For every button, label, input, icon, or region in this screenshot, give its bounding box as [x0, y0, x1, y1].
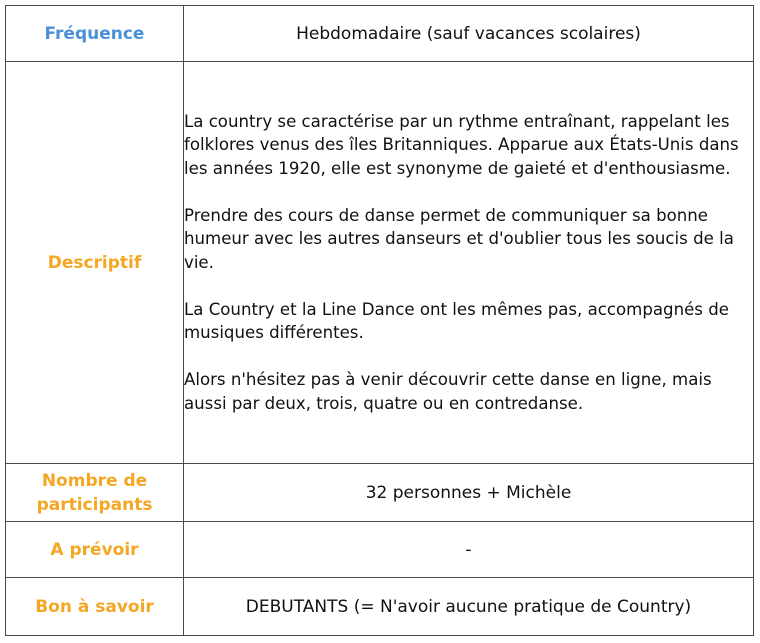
- descriptif-paragraph: La Country et la Line Dance ont les mêmes pas, accompagnés de musiques différentes.: [184, 299, 729, 343]
- bon-a-savoir-value: DEBUTANTS (= N'avoir aucune pratique de Country): [184, 578, 754, 636]
- descriptif-label: Descriptif: [6, 62, 184, 464]
- descriptif-paragraph: Prendre des cours de danse permet de communiquer sa bonne humeur avec les autres danseurs et d'oublier tous les soucis de la vie.: [184, 205, 734, 272]
- bon-a-savoir-label: Bon à savoir: [6, 578, 184, 636]
- descriptif-value: [184, 62, 754, 464]
- descriptif-paragraph: La country se caractérise par un rythme entraînant, rappelant les folklores venus des îles Britanniques. Apparue aux États-Unis dans les années 1920, elle est synonyme de gaieté et d'enthousiasme.: [184, 111, 739, 178]
- nombre-participants-label: Nombre de participants: [6, 464, 184, 522]
- frequence-value: Hebdomadaire (sauf vacances scolaires): [184, 6, 754, 62]
- row-bon-a-savoir: [6, 578, 754, 636]
- row-frequence: [6, 6, 754, 62]
- row-descriptif: [6, 62, 754, 464]
- descriptif-paragraph: Alors n'hésitez pas à venir découvrir cette danse en ligne, mais aussi par deux, trois, quatre ou en contredanse.: [184, 370, 712, 413]
- frequence-label: Fréquence: [6, 6, 184, 62]
- row-a-prevoir: [6, 522, 754, 578]
- a-prevoir-label: A prévoir: [6, 522, 184, 578]
- row-nombre-participants: [6, 464, 754, 522]
- activity-info-table: [5, 5, 754, 636]
- nombre-participants-value: 32 personnes + Michèle: [184, 464, 754, 522]
- a-prevoir-value: -: [184, 522, 754, 578]
